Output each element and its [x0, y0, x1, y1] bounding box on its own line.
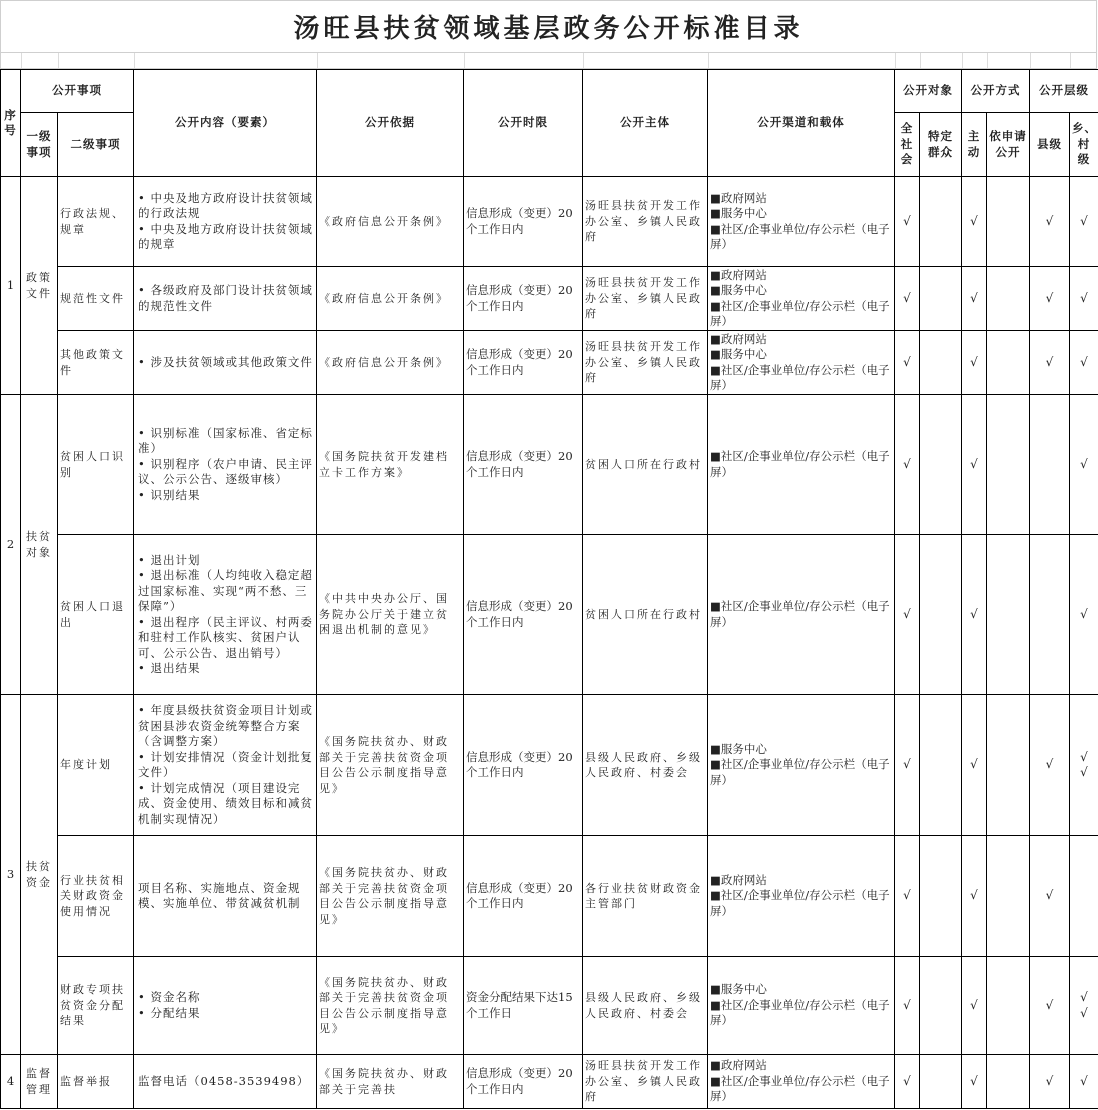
check-mark: √ [1080, 765, 1088, 779]
channel-cell [708, 331, 895, 395]
level2-item: 年度计划 [58, 695, 134, 836]
check-county [1030, 267, 1070, 331]
level2-item: 行政法规、规章 [58, 177, 134, 267]
subject-cell: 贫困人口所在行政村 [583, 395, 708, 535]
table-row [1, 267, 1098, 331]
content-cell [134, 836, 317, 957]
header-method-apply: 依申请公开 [987, 113, 1030, 177]
channel-item: ■社区/企事业单位/存公示栏（电子屏） [710, 997, 890, 1028]
time-cell: 信息形成（变更）20个工作日内 [464, 535, 583, 695]
check-county [1030, 836, 1070, 957]
check-mark: √ [1045, 290, 1054, 305]
check-county [1030, 957, 1070, 1055]
check-mark: √ [1045, 888, 1054, 903]
header-time: 公开时限 [464, 70, 583, 177]
check-mark: √ [903, 1073, 911, 1088]
content-cell [134, 331, 317, 395]
content-line: • 识别程序（农户申请、民主评议、公示公告、逐级审核） [138, 456, 313, 487]
channel-item: ■社区/企事业单位/存公示栏（电子屏） [710, 1073, 890, 1104]
content-line: • 资金名称 [138, 990, 201, 1004]
content-cell [134, 177, 317, 267]
check-town [1070, 1055, 1098, 1109]
check-mark: √ [903, 354, 911, 369]
subject-cell: 县级人民政府、乡级人民政府、村委会 [583, 957, 708, 1055]
time-cell: 信息形成（变更）20个工作日内 [464, 395, 583, 535]
content-cell [134, 267, 317, 331]
header-target-specific: 特定群众 [920, 113, 962, 177]
check-specific [920, 395, 962, 535]
check-mark: √ [903, 290, 911, 305]
table-row [1, 395, 1098, 535]
level2-item: 监督举报 [58, 1055, 134, 1109]
header-basis: 公开依据 [317, 70, 464, 177]
check-specific [920, 267, 962, 331]
content-line: 监督电话（0458-3539498） [138, 1073, 310, 1088]
check-town [1070, 957, 1098, 1055]
check-mark: √ [1080, 354, 1088, 369]
channel-item: ■政府网站 [710, 1058, 767, 1073]
check-county [1030, 1055, 1070, 1109]
check-town [1070, 177, 1098, 267]
header-level-county: 县级 [1030, 113, 1070, 177]
check-town [1070, 695, 1098, 836]
content-cell [134, 535, 317, 695]
check-county [1030, 331, 1070, 395]
check-specific [920, 836, 962, 957]
content-cell [134, 695, 317, 836]
content-cell [134, 1055, 317, 1109]
channel-item: ■政府网站 [710, 331, 767, 346]
content-line: • 识别结果 [138, 487, 201, 502]
level2-item: 规范性文件 [58, 267, 134, 331]
basis-cell: 《国务院扶贫开发建档立卡工作方案》 [317, 395, 464, 535]
check-active [962, 1055, 987, 1109]
check-mark: √ [1080, 990, 1088, 1004]
check-active [962, 695, 987, 836]
time-cell: 信息形成（变更）20个工作日内 [464, 695, 583, 836]
channel-cell [708, 1055, 895, 1109]
content-line: • 中央及地方政府设计扶贫领域的行政法规 [138, 190, 313, 220]
level2-item: 其他政策文件 [58, 331, 134, 395]
content-line: 项目名称、实施地点、资金规模、实施单位、带贫减贫机制 [138, 880, 301, 910]
check-mark: √ [970, 213, 978, 228]
check-apply [987, 957, 1030, 1055]
header-level-town: 乡、村级 [1070, 113, 1098, 177]
check-apply [987, 535, 1030, 695]
check-apply [987, 836, 1030, 957]
check-apply [987, 331, 1030, 395]
check-mark: √ [903, 757, 911, 772]
check-mark: √ [903, 888, 911, 903]
check-mark: √ [903, 997, 911, 1012]
channel-item: ■服务中心 [710, 206, 767, 220]
header-no: 序号 [1, 70, 21, 177]
check-all [895, 957, 920, 1055]
check-apply [987, 1055, 1030, 1109]
channel-item: ■政府网站 [710, 267, 767, 282]
content-line: • 中央及地方政府设计扶贫领域的规章 [138, 221, 313, 251]
basis-cell: 《国务院扶贫办、财政部关于完善扶贫资金项目公告公示制度指导意见》 [317, 836, 464, 957]
time-cell: 信息形成（变更）20个工作日内 [464, 331, 583, 395]
check-town [1070, 535, 1098, 695]
check-all [895, 836, 920, 957]
level1-item: 监督管理 [21, 1055, 58, 1109]
check-mark: √ [1080, 290, 1088, 305]
header-target: 公开对象 [895, 70, 962, 113]
content-line: • 退出程序（民主评议、村两委和驻村工作队核实、贫困户认可、公示公告、退出销号） [138, 614, 313, 660]
check-mark: √ [903, 606, 911, 621]
check-active [962, 331, 987, 395]
check-mark: √ [1045, 997, 1054, 1012]
check-active [962, 177, 987, 267]
check-mark: √ [970, 290, 978, 305]
check-all [895, 695, 920, 836]
check-all [895, 535, 920, 695]
header-level1: 一级事项 [21, 113, 58, 177]
header-content: 公开内容（要素） [134, 70, 317, 177]
check-mark: √ [970, 606, 978, 621]
check-mark: √ [1045, 354, 1054, 369]
check-apply [987, 267, 1030, 331]
basis-cell: 《中共中央办公厅、国务院办公厅关于建立贫困退出机制的意见》 [317, 535, 464, 695]
header-method: 公开方式 [962, 70, 1030, 113]
content-line: • 退出标准（人均纯收入稳定超过国家标准、实现“两不愁、三保障”） [138, 568, 313, 613]
title-bar [0, 0, 1097, 52]
row-number: 2 [1, 395, 21, 695]
check-county [1030, 177, 1070, 267]
check-all [895, 267, 920, 331]
table-row [1, 836, 1098, 957]
header-subject: 公开主体 [583, 70, 708, 177]
check-active [962, 957, 987, 1055]
level1-item: 扶贫资金 [21, 695, 58, 1055]
check-mark: √ [1080, 456, 1088, 471]
check-specific [920, 957, 962, 1055]
channel-cell [708, 177, 895, 267]
content-line: • 各级政府及部门设计扶贫领域的规范性文件 [138, 283, 313, 313]
check-town [1070, 395, 1098, 535]
channel-item: ■服务中心 [710, 741, 767, 756]
level2-item: 贫困人口退出 [58, 535, 134, 695]
header-row-1 [1, 70, 1098, 113]
check-county [1030, 695, 1070, 836]
check-mark: √ [903, 213, 911, 228]
header-level2: 二级事项 [58, 113, 134, 177]
check-mark: √ [903, 456, 911, 471]
basis-cell: 《政府信息公开条例》 [317, 177, 464, 267]
check-active [962, 535, 987, 695]
table-row [1, 331, 1098, 395]
page-title: 汤旺县扶贫领域基层政务公开标准目录 [293, 14, 804, 44]
channel-item: ■服务中心 [710, 982, 767, 997]
check-apply [987, 177, 1030, 267]
time-cell: 信息形成（变更）20个工作日内 [464, 177, 583, 267]
subject-cell: 贫困人口所在行政村 [583, 535, 708, 695]
check-mark: √ [970, 997, 978, 1012]
basis-cell: 《政府信息公开条例》 [317, 267, 464, 331]
check-active [962, 395, 987, 535]
check-town [1070, 331, 1098, 395]
subject-cell: 汤旺县扶贫开发工作办公室、乡镇人民政府 [583, 267, 708, 331]
check-specific [920, 695, 962, 836]
check-specific [920, 1055, 962, 1109]
level1-item: 扶贫对象 [21, 395, 58, 695]
basis-cell: 《国务院扶贫办、财政部关于完善扶贫资金项目公告公示制度指导意见》 [317, 957, 464, 1055]
check-all [895, 1055, 920, 1109]
channel-item: ■社区/企事业单位/存公示栏（电子屏） [710, 362, 890, 392]
content-line: • 退出计划 [138, 552, 201, 567]
check-mark: √ [1080, 213, 1088, 228]
channel-item: ■社区/企事业单位/存公示栏（电子屏） [710, 888, 890, 918]
check-all [895, 331, 920, 395]
level2-item: 行业扶贫相关财政资金使用情况 [58, 836, 134, 957]
header-channel: 公开渠道和载体 [708, 70, 895, 177]
time-cell: 资金分配结果下达15个工作日 [464, 957, 583, 1055]
channel-item: ■社区/企事业单位/存公示栏（电子屏） [710, 757, 890, 787]
table-row [1, 535, 1098, 695]
check-specific [920, 331, 962, 395]
channel-cell [708, 395, 895, 535]
check-mark: √ [1080, 1073, 1088, 1088]
check-mark: √ [1045, 757, 1054, 772]
level2-item: 财政专项扶贫资金分配结果 [58, 957, 134, 1055]
content-line: • 分配结果 [138, 1005, 201, 1020]
channel-item: ■服务中心 [710, 347, 767, 361]
time-cell: 信息形成（变更）20个工作日内 [464, 1055, 583, 1109]
spacer-row [0, 52, 1097, 69]
row-number: 4 [1, 1055, 21, 1109]
time-cell: 信息形成（变更）20个工作日内 [464, 836, 583, 957]
channel-item: ■社区/企事业单位/存公示栏（电子屏） [710, 449, 890, 479]
content-line: • 涉及扶贫领域或其他政策文件 [138, 354, 313, 369]
check-apply [987, 395, 1030, 535]
channel-cell [708, 535, 895, 695]
subject-cell: 各行业扶贫财政资金主管部门 [583, 836, 708, 957]
channel-item: ■社区/企事业单位/存公示栏（电子屏） [710, 599, 890, 629]
check-apply [987, 695, 1030, 836]
table-row [1, 695, 1098, 836]
check-mark: √ [1080, 1005, 1088, 1020]
content-cell [134, 957, 317, 1055]
header-level: 公开层级 [1030, 70, 1098, 113]
row-number: 1 [1, 177, 21, 395]
time-cell: 信息形成（变更）20个工作日内 [464, 267, 583, 331]
level1-item: 政策文件 [21, 177, 58, 395]
level2-item: 贫困人口识别 [58, 395, 134, 535]
channel-item: ■社区/企事业单位/存公示栏（电子屏） [710, 298, 890, 328]
check-all [895, 395, 920, 535]
check-mark: √ [1045, 1073, 1054, 1088]
check-mark: √ [1080, 606, 1088, 621]
channel-cell [708, 267, 895, 331]
subject-cell: 汤旺县扶贫开发工作办公室、乡镇人民政府 [583, 1055, 708, 1109]
content-line: • 识别标准（国家标准、省定标准） [138, 425, 313, 456]
channel-item: ■服务中心 [710, 283, 767, 297]
channel-item: ■社区/企事业单位/存公示栏（电子屏） [710, 221, 890, 251]
subject-cell: 县级人民政府、乡级人民政府、村委会 [583, 695, 708, 836]
check-county [1030, 395, 1070, 535]
check-mark: √ [970, 1073, 978, 1088]
check-town [1070, 267, 1098, 331]
check-all [895, 177, 920, 267]
header-target-all: 全社会 [895, 113, 920, 177]
check-town [1070, 836, 1098, 957]
channel-cell [708, 695, 895, 836]
catalog-table [0, 69, 1098, 1109]
check-specific [920, 535, 962, 695]
channel-cell [708, 836, 895, 957]
check-mark: √ [970, 757, 978, 772]
channel-item: ■政府网站 [710, 872, 767, 887]
check-county [1030, 535, 1070, 695]
table-row [1, 1055, 1098, 1109]
subject-cell: 汤旺县扶贫开发工作办公室、乡镇人民政府 [583, 177, 708, 267]
check-mark: √ [970, 888, 978, 903]
check-mark: √ [1080, 749, 1088, 764]
content-line: • 计划完成情况（项目建设完成、资金使用、绩效目标和减贫机制实现情况） [138, 780, 313, 826]
check-mark: √ [1045, 213, 1054, 228]
check-active [962, 267, 987, 331]
header-method-active: 主动 [962, 113, 987, 177]
channel-item: ■政府网站 [710, 190, 767, 205]
basis-cell: 《国务院扶贫办、财政部关于完善扶 [317, 1055, 464, 1109]
basis-cell: 《国务院扶贫办、财政部关于完善扶贫资金项目公告公示制度指导意见》 [317, 695, 464, 836]
content-line: • 年度县级扶贫资金项目计划或贫困县涉农资金统筹整合方案（含调整方案） [138, 703, 313, 748]
table-row [1, 177, 1098, 267]
row-number: 3 [1, 695, 21, 1055]
content-line: • 退出结果 [138, 661, 201, 675]
basis-cell: 《政府信息公开条例》 [317, 331, 464, 395]
check-mark: √ [970, 456, 978, 471]
header-items: 公开事项 [21, 70, 134, 113]
check-active [962, 836, 987, 957]
subject-cell: 汤旺县扶贫开发工作办公室、乡镇人民政府 [583, 331, 708, 395]
check-mark: √ [970, 354, 978, 369]
check-specific [920, 177, 962, 267]
content-cell [134, 395, 317, 535]
channel-cell [708, 957, 895, 1055]
table-row [1, 957, 1098, 1055]
content-line: • 计划安排情况（资金计划批复文件） [138, 749, 313, 779]
